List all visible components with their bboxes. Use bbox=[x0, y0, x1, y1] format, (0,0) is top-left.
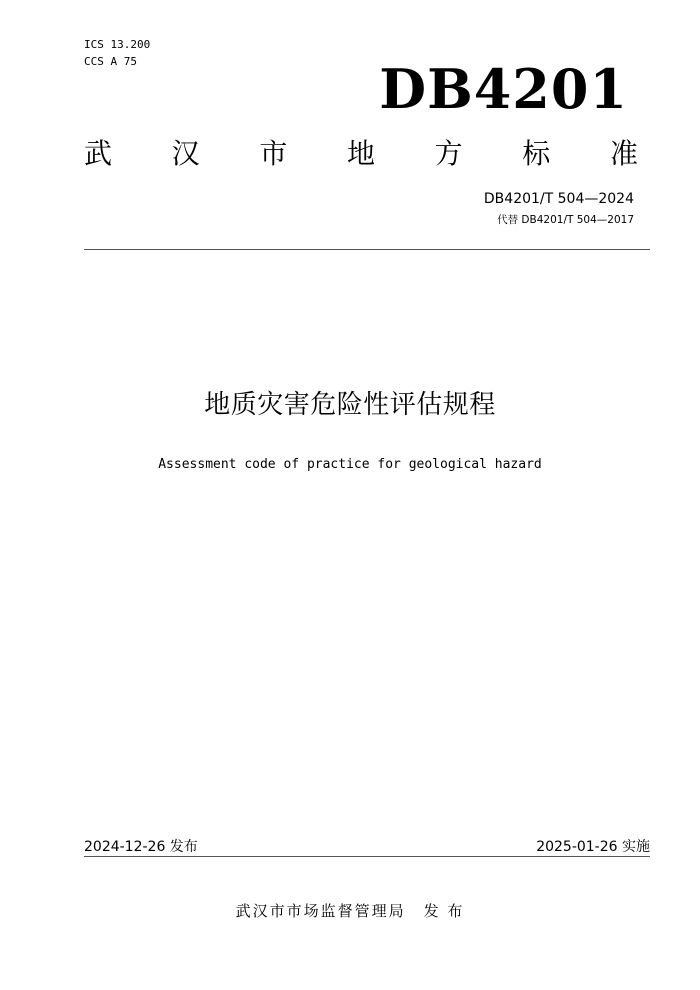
standard-type-char: 汉 bbox=[171, 137, 200, 170]
ics-code: ICS 13.200 bbox=[84, 38, 151, 51]
implementation-date: 2025-01-26 实施 bbox=[536, 839, 650, 855]
standard-type-char: 准 bbox=[609, 137, 638, 170]
standard-type-char: 武 bbox=[84, 137, 113, 170]
replaces-note: 代替 DB4201/T 504—2017 bbox=[497, 214, 634, 226]
standard-type-char: 方 bbox=[434, 137, 463, 170]
top-divider bbox=[84, 249, 650, 250]
standard-type-char: 标 bbox=[522, 137, 551, 170]
issuing-authority: 武汉市市场监督管理局 bbox=[235, 902, 406, 920]
bottom-divider bbox=[84, 856, 650, 857]
issue-word: 发 布 bbox=[423, 902, 465, 920]
standard-type-heading bbox=[84, 134, 638, 174]
issue-date: 2024-12-26 发布 bbox=[84, 839, 198, 855]
document-title-english: Assessment code of practice for geological hazard bbox=[158, 457, 542, 472]
standard-code-logo: DB4201 bbox=[379, 57, 628, 121]
standard-type-char: 地 bbox=[346, 137, 375, 170]
standard-number: DB4201/T 504—2024 bbox=[483, 191, 634, 207]
issuing-authority-line bbox=[0, 900, 700, 922]
standard-type-char: 市 bbox=[259, 137, 288, 170]
classification-codes bbox=[84, 36, 150, 70]
ccs-code: CCS A 75 bbox=[84, 55, 137, 68]
document-title-chinese: 地质灾害危险性评估规程 bbox=[204, 390, 496, 420]
